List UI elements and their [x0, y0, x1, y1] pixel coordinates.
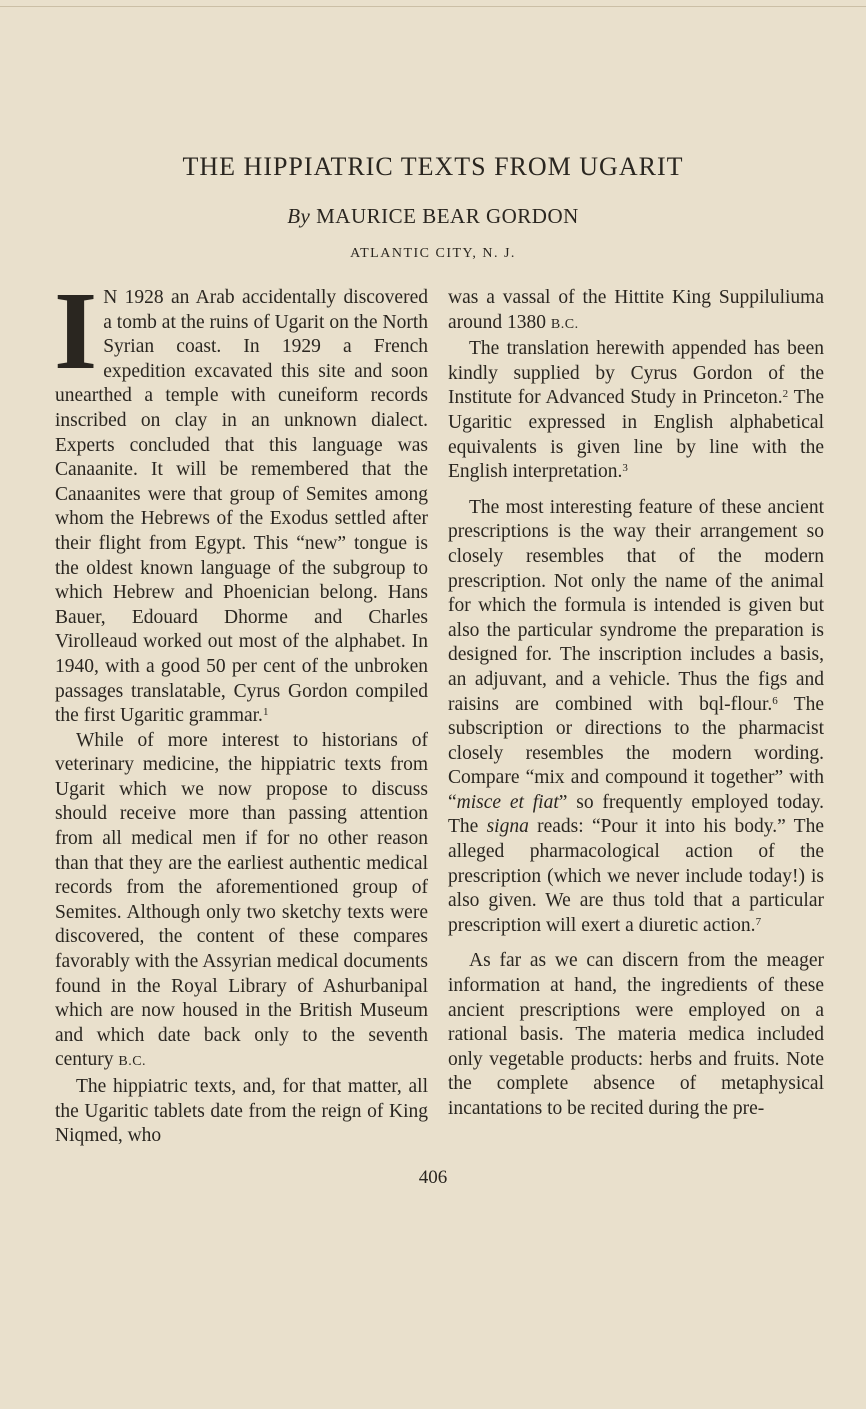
- article-title: THE HIPPIATRIC TEXTS FROM UGARIT: [182, 152, 684, 181]
- byline: [0, 204, 866, 229]
- era-abbrev: B.C.: [118, 1054, 147, 1070]
- top-rule: [0, 6, 866, 7]
- translation-text-a: The translation herewith appended has been kindly supplied by Cyrus Gordon of the Institute for Advanced Study in Princeton.: [448, 338, 824, 409]
- paragraph-prescriptions: [448, 496, 824, 939]
- author-name: MAURICE BEAR GORDON: [316, 204, 579, 228]
- byline-prefix: By: [287, 204, 311, 228]
- prescriptions-text-c: ” so frequently employed today. The: [448, 791, 824, 838]
- drop-cap: I: [54, 270, 98, 393]
- signa-term: signa: [486, 816, 529, 838]
- footnote-ref: 1: [262, 706, 269, 719]
- paragraph-2: [55, 729, 428, 1075]
- footnote-ref: 2: [782, 388, 789, 401]
- paragraph-translation: [448, 337, 824, 485]
- paragraph-1: [54, 270, 428, 729]
- footnote-ref: 6: [772, 694, 778, 707]
- right-column: [448, 286, 824, 1122]
- translation-text-b: The Ugaritic expressed in English alphabetical equivalents is given line by line with the English interpretation.: [448, 387, 824, 483]
- paragraph-materia-medica: As far as we can discern from the meager information at hand, the ingredients of these ancient prescriptions were employed on a rational basis. The materia medica included only vegetable products: herbs and fruits. Note the complete absence of metaphysical incantations to be recited during the pre-: [448, 950, 824, 1119]
- prescriptions-text-d: reads: “Pour it into his body.” The alleged pharmacological action of the prescription (which we never include today!) is also given. We are thus told that a particular prescription will exert a diuretic action.: [448, 816, 824, 936]
- paragraph-2-text: While of more interest to historians of veterinary medicine, the hippiatric texts from Ugarit which we now propose to discuss should receive more than passing attention from all medical men if for no other reason than that they are the earliest authentic medical records from the aforementioned group of Semites. Although only two sketchy texts were discovered, the content of these compares favorably with the Assyrian medical documents found in the Royal Library of Ashurbanipal which are now housed in the British Museum and which date back only to the seventh century: [55, 729, 428, 1071]
- footnote-ref: 7: [755, 915, 762, 928]
- paragraph-continued-text: was a vassal of the Hittite King Suppiluliuma around 1380: [448, 287, 824, 333]
- era-abbrev: B.C.: [550, 316, 579, 332]
- prescriptions-text-a: The most interesting feature of these ancient prescriptions is the way their arrangement so closely resembles that of the modern prescription. Not only the name of the animal for which the formula is intended is given but also the particular syndrome the preparation is designed for. The inscription includes a basis, an adjuvant, and a vehicle. Thus the figs and raisins are combined with bql-flour.: [448, 496, 824, 715]
- paragraph-continued: [448, 286, 824, 337]
- footnote-ref: 3: [622, 462, 628, 475]
- paragraph-3: The hippiatric texts, and, for that matter, all the Ugaritic tablets date from the reign of King Niqmed, who: [55, 1076, 428, 1147]
- author-affiliation: ATLANTIC CITY, N. J.: [350, 246, 516, 261]
- page-number: 406: [418, 1167, 448, 1188]
- left-column: [54, 270, 428, 1149]
- prescriptions-text-b: The subscription or directions to the pharmacist closely resembles the modern wording. Compare “mix and compound it together” with “: [448, 693, 824, 813]
- paragraph-1-text: N 1928 an Arab accidentally discovered a tomb at the ruins of Ugarit on the North Syrian coast. In 1929 a French expedition excavated this site and soon unearthed a temple with cuneiform records inscribed on clay in an unknown dialect. Experts concluded that this language was Canaanite. It will be remembered that the Canaanites were that group of Semites among whom the Hebrews of the Exodus settled after their flight from Egypt. This “new” tongue is the oldest known language of the subgroup to which Hebrew and Phoenician belong. Hans Bauer, Edouard Dhorme and Charles Virolleaud worked out most of the alphabet. In 1940, with a good 50 per cent of the unbroken passages translatable, Cyrus Gordon compiled the first Ugaritic grammar.: [55, 287, 428, 727]
- latin-phrase: misce et fiat: [456, 791, 559, 813]
